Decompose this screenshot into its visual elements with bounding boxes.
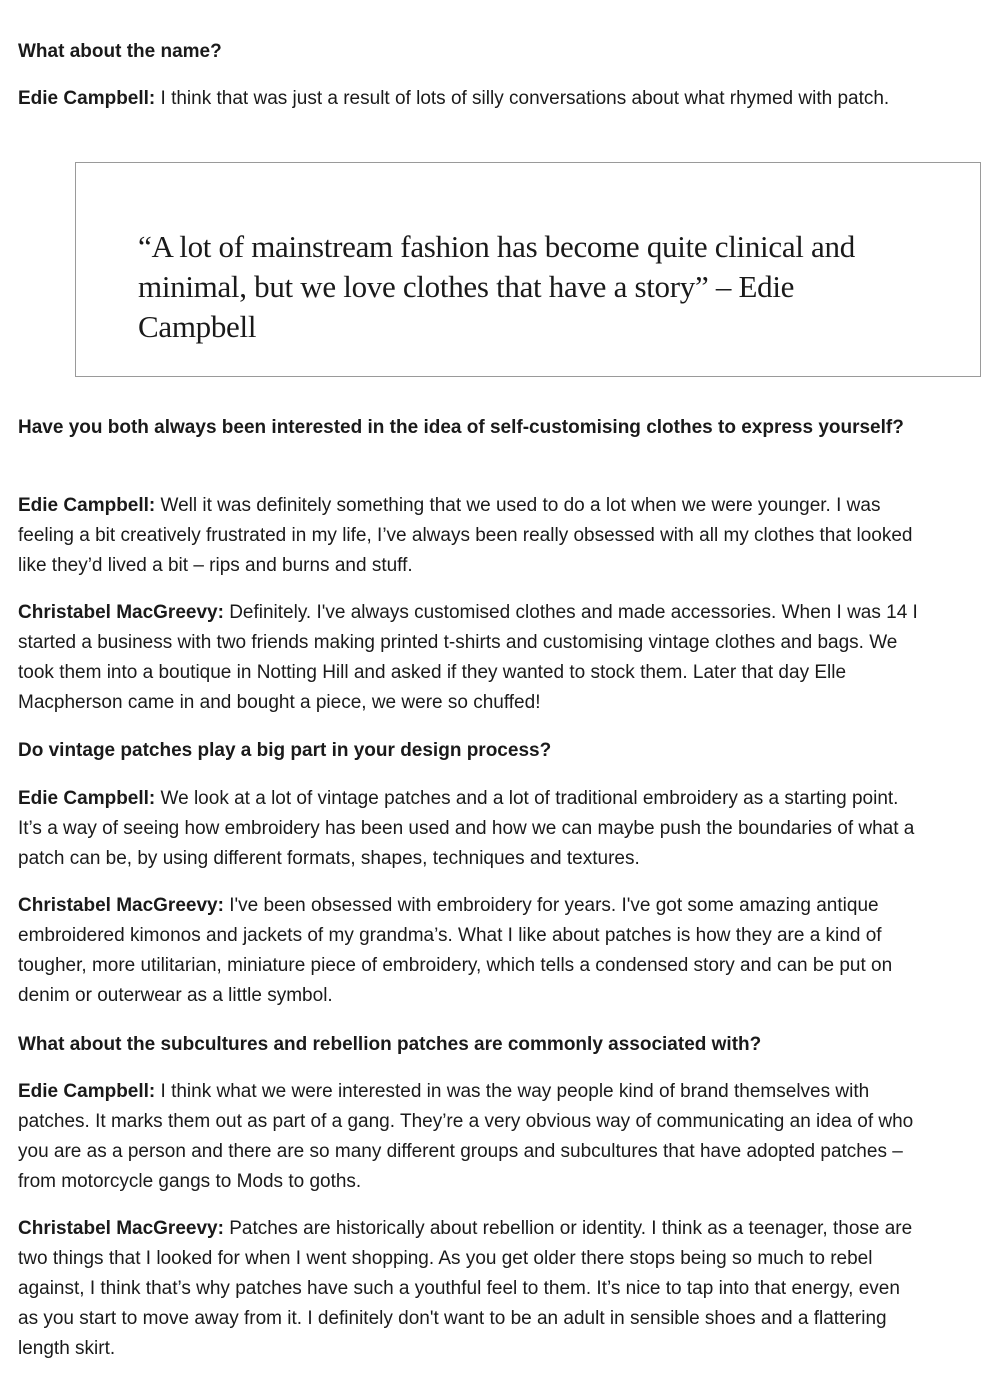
pull-quote-box <box>75 162 981 377</box>
interview-answer <box>18 598 918 718</box>
answer-text: Well it was definitely something that we used to do a lot when we were younger. I was feeling a bit creatively frustrated in my life, I’ve always been really obsessed with all my clothes that looked like they’d lived a bit – rips and burns and stuff. <box>18 495 913 576</box>
speaker-name: Christabel MacGreevy: <box>18 895 224 916</box>
answer-text: I think what we were interested in was the way people kind of brand themselves with patches. It marks them out as part of a gang. They’re a very obvious way of communicating an idea of who you are as a person and there are so many different groups and subcultures that have adopted patches – from motorcycle gangs to Mods to goths. <box>18 1081 914 1192</box>
speaker-name: Christabel MacGreevy: <box>18 1218 224 1239</box>
pull-quote-text: “A lot of mainstream fashion has become quite clinical and minimal, but we love clothes that have a story” – Edie Campbell <box>138 229 855 344</box>
interview-question: Have you both always been interested in the idea of self-customising clothes to express yourself? <box>18 417 904 438</box>
interview-answer <box>18 1214 918 1364</box>
interview-question: What about the name? <box>18 41 222 62</box>
speaker-name: Edie Campbell: <box>18 788 156 809</box>
interview-question: Do vintage patches play a big part in your design process? <box>18 740 552 761</box>
interview-answer <box>18 491 918 581</box>
speaker-name: Edie Campbell: <box>18 88 156 109</box>
answer-text: I think that was just a result of lots of silly conversations about what rhymed with patch. <box>155 88 890 109</box>
answer-text: I've been obsessed with embroidery for years. I've got some amazing antique embroidered kimonos and jackets of my grandma’s. What I like about patches is how they are a kind of tougher, more utilitarian, miniature piece of embroidery, which tells a condensed story and can be put on denim or outerwear as a little symbol. <box>18 895 893 1006</box>
speaker-name: Christabel MacGreevy: <box>18 602 224 623</box>
interview-answer <box>18 891 918 1011</box>
answer-text: Definitely. I've always customised clothes and made accessories. When I was 14 I started a business with two friends making printed t-shirts and customising vintage clothes and bags. We took them into a boutique in Notting Hill and asked if they wanted to stock them. Later that day Elle Macpherson came in and bought a piece, we were so chuffed! <box>18 602 918 713</box>
answer-text: Patches are historically about rebellion or identity. I think as a teenager, those are two things that I looked for when I went shopping. As you get older there stops being so much to rebel against, I think that’s why patches have such a youthful feel to them. It’s nice to tap into that energy, even as you start to move away from it. I definitely don't want to be an adult in sensible shoes and a flattering length skirt. <box>18 1218 913 1359</box>
interview-answer <box>18 1077 918 1197</box>
interview-answer <box>18 784 918 874</box>
interview-answer <box>18 84 898 114</box>
speaker-name: Edie Campbell: <box>18 495 156 516</box>
interview-question: What about the subcultures and rebellion patches are commonly associated with? <box>18 1034 762 1055</box>
answer-text: We look at a lot of vintage patches and a lot of traditional embroidery as a starting point. It’s a way of seeing how embroidery has been used and how we can maybe push the boundaries of what a patch can be, by using different formats, shapes, techniques and textures. <box>18 788 915 869</box>
speaker-name: Edie Campbell: <box>18 1081 156 1102</box>
